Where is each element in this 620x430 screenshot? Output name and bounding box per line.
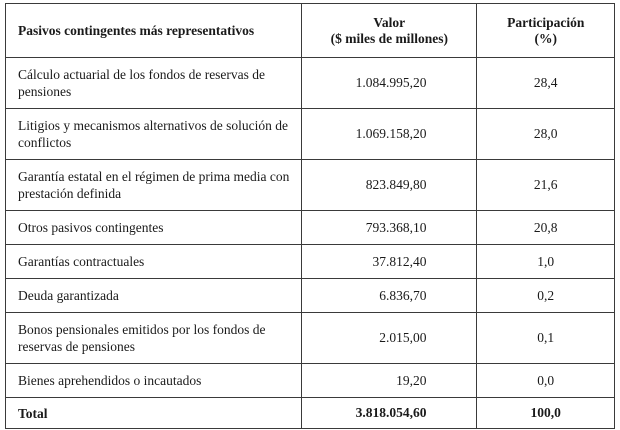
header-share-line2: (%) bbox=[534, 30, 557, 46]
table-row bbox=[6, 109, 615, 160]
header-value bbox=[302, 4, 477, 58]
row-concept: Garantía estatal en el régimen de prima media con prestación definida bbox=[6, 160, 302, 211]
table-row bbox=[6, 58, 615, 109]
row-share: 0,0 bbox=[477, 364, 615, 398]
total-label: Total bbox=[6, 398, 302, 429]
total-value: 3.818.054,60 bbox=[302, 398, 477, 429]
total-row bbox=[6, 398, 615, 429]
row-value: 19,20 bbox=[302, 364, 477, 398]
table-row bbox=[6, 160, 615, 211]
row-value: 6.836,70 bbox=[302, 279, 477, 313]
header-share bbox=[477, 4, 615, 58]
total-share: 100,0 bbox=[477, 398, 615, 429]
row-concept: Cálculo actuarial de los fondos de reservas de pensiones bbox=[6, 58, 302, 109]
table-row bbox=[6, 279, 615, 313]
table-row bbox=[6, 364, 615, 398]
row-value: 2.015,00 bbox=[302, 313, 477, 364]
header-value-line2: ($ miles de millones) bbox=[330, 30, 448, 46]
row-share: 28,4 bbox=[477, 58, 615, 109]
row-value: 823.849,80 bbox=[302, 160, 477, 211]
row-value: 1.084.995,20 bbox=[302, 58, 477, 109]
row-share: 20,8 bbox=[477, 211, 615, 245]
header-concept: Pasivos contingentes más representativos bbox=[6, 4, 302, 58]
row-share: 28,0 bbox=[477, 109, 615, 160]
header-value-line1: Valor bbox=[373, 14, 406, 30]
contingent-liabilities-table bbox=[5, 3, 615, 429]
row-concept: Otros pasivos contingentes bbox=[6, 211, 302, 245]
row-share: 1,0 bbox=[477, 245, 615, 279]
header-share-line1: Participación bbox=[507, 14, 585, 30]
table-row bbox=[6, 245, 615, 279]
table-row bbox=[6, 313, 615, 364]
row-concept: Bienes aprehendidos o incautados bbox=[6, 364, 302, 398]
row-concept: Bonos pensionales emitidos por los fondos de reservas de pensiones bbox=[6, 313, 302, 364]
row-share: 0,2 bbox=[477, 279, 615, 313]
row-share: 21,6 bbox=[477, 160, 615, 211]
row-value: 1.069.158,20 bbox=[302, 109, 477, 160]
row-concept: Garantías contractuales bbox=[6, 245, 302, 279]
row-concept: Deuda garantizada bbox=[6, 279, 302, 313]
row-share: 0,1 bbox=[477, 313, 615, 364]
header-row bbox=[6, 4, 615, 58]
row-value: 793.368,10 bbox=[302, 211, 477, 245]
row-concept: Litigios y mecanismos alternativos de solución de conflictos bbox=[6, 109, 302, 160]
row-value: 37.812,40 bbox=[302, 245, 477, 279]
table-row bbox=[6, 211, 615, 245]
